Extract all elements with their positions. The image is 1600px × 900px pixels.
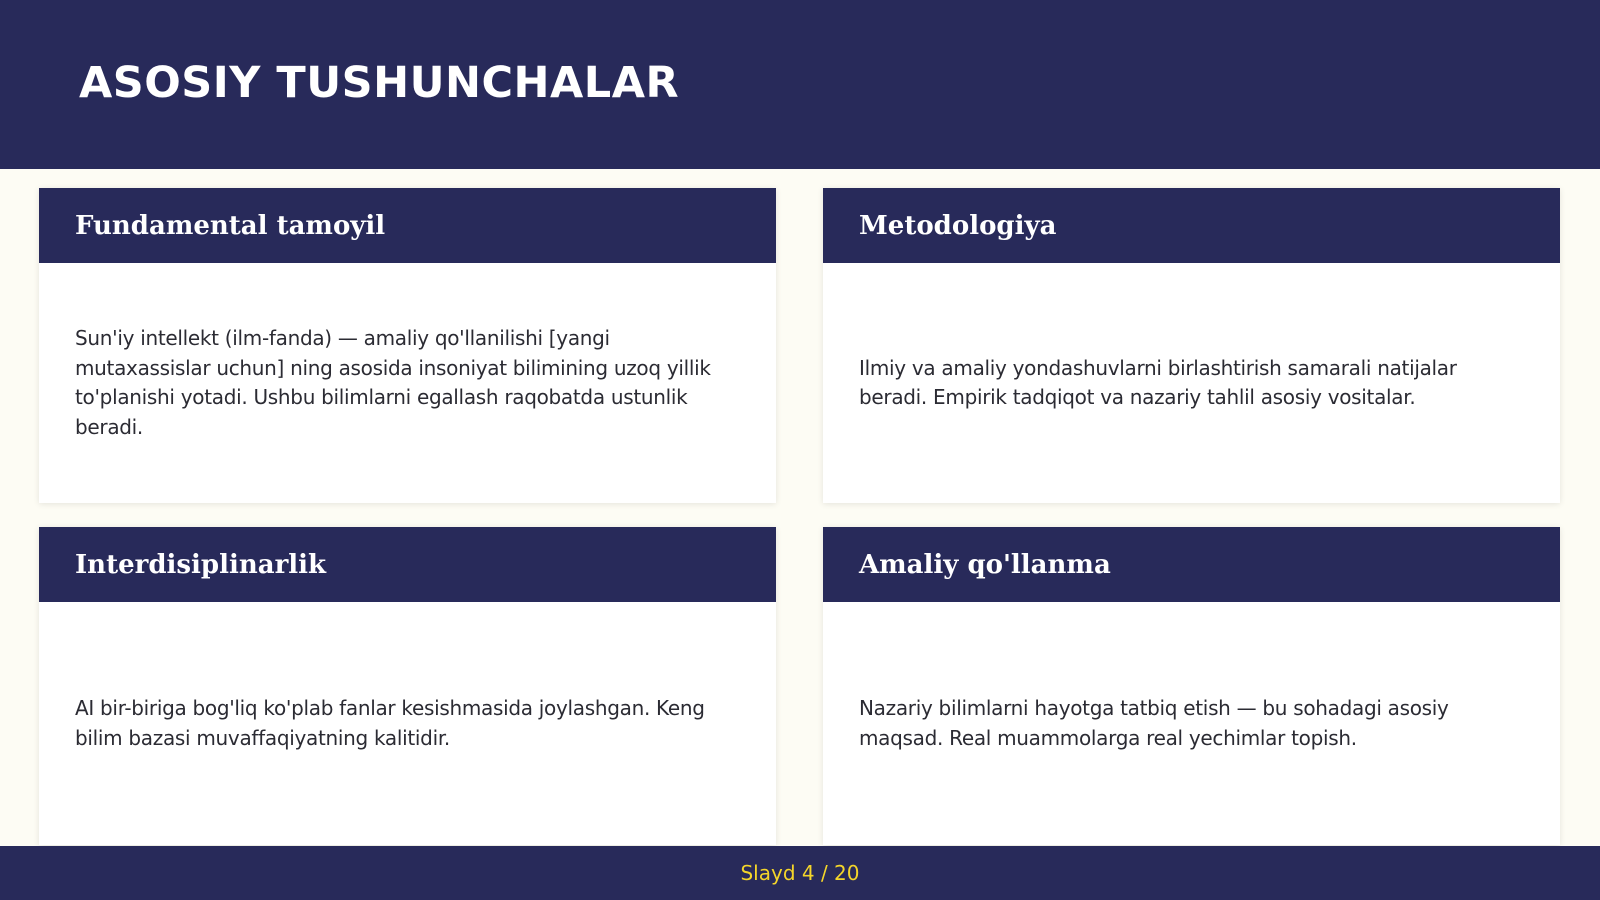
slide-footer bbox=[0, 846, 1600, 900]
card-title: Amaliy qo'llanma bbox=[859, 550, 1111, 580]
card-text: Ilmiy va amaliy yondashuvlarni birlashtirish samarali natijalar beradi. Empirik tadqiqot va nazariy tahlil asosiy vositalar. bbox=[859, 355, 1457, 409]
slide-counter: Slayd 4 / 20 bbox=[740, 861, 860, 885]
card-text: AI bir-biriga bog'liq ko'plab fanlar kesishmasida joylashgan. Keng bilim bazasi muvaffaqiyatning kalitidir. bbox=[75, 696, 705, 750]
card-methodology bbox=[823, 188, 1560, 503]
card-body bbox=[39, 263, 776, 503]
slide-header bbox=[0, 0, 1600, 169]
card-fundamental-principle bbox=[39, 188, 776, 503]
card-text: Sun'iy intellekt (ilm-fanda) — amaliy qo'llanilishi [yangi mutaxassislar uchun] ning asosida insoniyat bilimining uzoq yillik to'planishi yotadi. Ushbu bilimlarni egallash raqobatda ustunlik beradi. bbox=[75, 326, 711, 439]
card-header bbox=[39, 527, 776, 602]
card-title: Metodologiya bbox=[859, 211, 1057, 241]
card-header bbox=[823, 527, 1560, 602]
card-title: Fundamental tamoyil bbox=[75, 211, 386, 241]
slide-title: ASOSIY TUSHUNCHALAR bbox=[79, 58, 680, 108]
card-body bbox=[823, 602, 1560, 845]
card-title: Interdisiplinarlik bbox=[75, 550, 327, 580]
card-interdisciplinarity bbox=[39, 527, 776, 845]
card-header bbox=[823, 188, 1560, 263]
card-practical-guide bbox=[823, 527, 1560, 845]
card-text: Nazariy bilimlarni hayotga tatbiq etish — bu sohadagi asosiy maqsad. Real muammolarga real yechimlar topish. bbox=[859, 696, 1449, 750]
card-body bbox=[39, 602, 776, 845]
card-body bbox=[823, 263, 1560, 503]
card-header bbox=[39, 188, 776, 263]
